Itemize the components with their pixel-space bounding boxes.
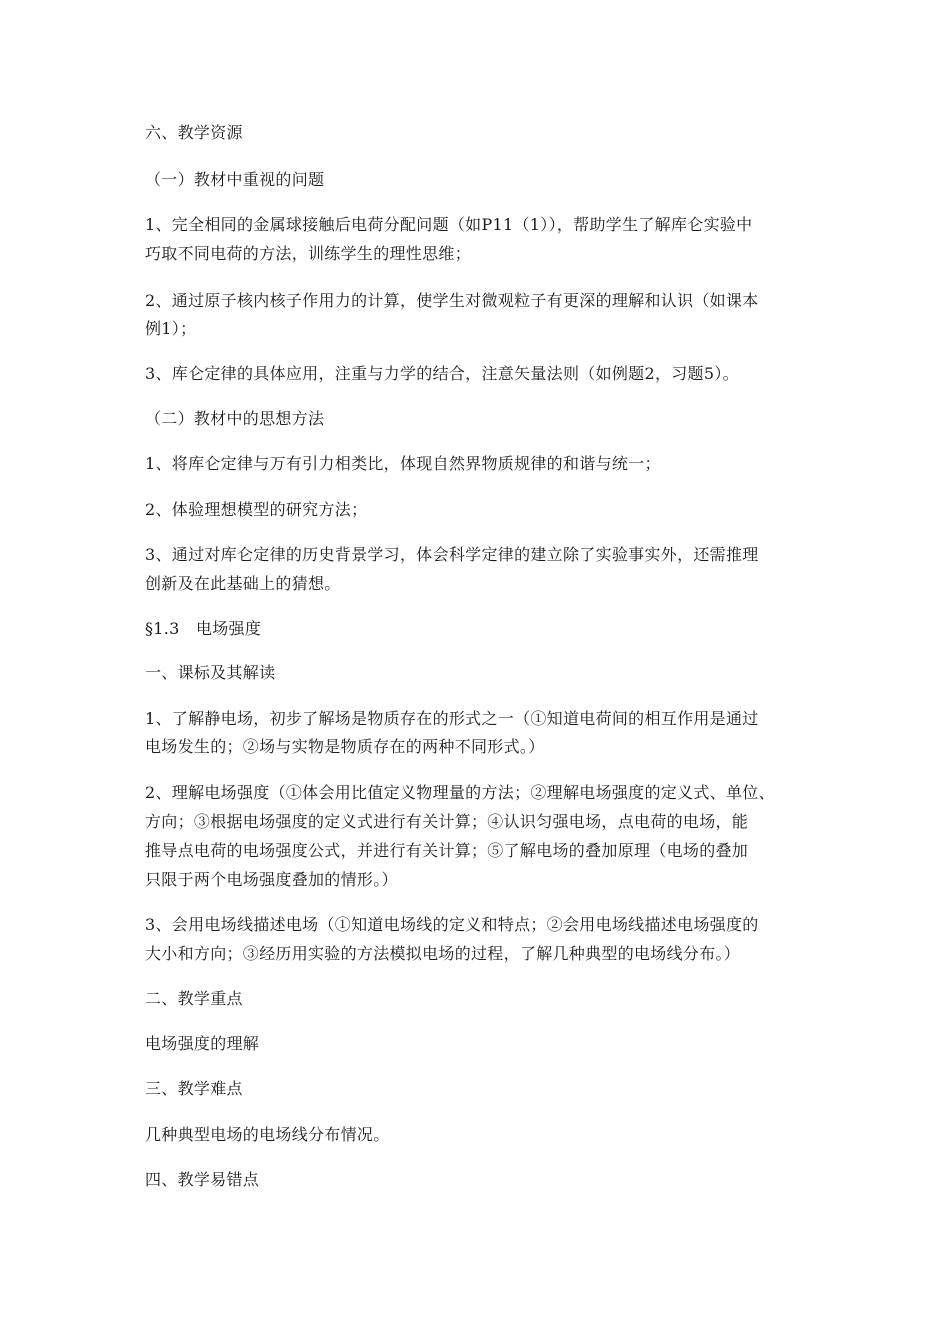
paragraph-line: 创新及在此基础上的猜想。: [145, 574, 341, 593]
section-title-electric-field-strength: §1.3 电场强度: [145, 619, 262, 638]
paragraph-line: 只限于两个电场强度叠加的情形。）: [145, 870, 398, 889]
section-heading-difficulties: 三、教学难点: [145, 1079, 243, 1098]
paragraph-line: 推导点电荷的电场强度公式，并进行有关计算；⑤了解电场的叠加原理（电场的叠加: [145, 841, 749, 860]
paragraph-line: 巧取不同电荷的方法，训练学生的理性思维；: [145, 244, 472, 263]
paragraph-line: 大小和方向；③经历用实验的方法模拟电场的过程，了解几种典型的电场线分布。）: [145, 944, 741, 963]
paragraph-line: 3、库仑定律的具体应用，注重与力学的结合，注意矢量法则（如例题2，习题5）。: [145, 364, 739, 383]
section-heading-key-points: 二、教学重点: [145, 989, 243, 1008]
paragraph-line: 电场发生的；②场与实物是物质存在的两种不同形式。）: [145, 737, 545, 756]
subsection-heading-thinking-methods: （二）教材中的思想方法: [145, 409, 325, 428]
section-heading-curriculum: 一、课标及其解读: [145, 663, 276, 682]
section-heading-common-errors: 四、教学易错点: [145, 1170, 260, 1189]
paragraph-line: 1、了解静电场，初步了解场是物质存在的形式之一（①知道电荷间的相互作用是通过: [145, 709, 759, 728]
paragraph-line: 1、完全相同的金属球接触后电荷分配问题（如P11（1）），帮助学生了解库仑实验中: [145, 215, 753, 234]
paragraph-line: 方向；③根据电场强度的定义式进行有关计算；④认识匀强电场，点电荷的电场，能: [145, 812, 749, 831]
paragraph-line: 1、将库仑定律与万有引力相类比，体现自然界物质规律的和谐与统一；: [145, 454, 661, 473]
paragraph-line: 3、通过对库仑定律的历史背景学习，体会科学定律的建立除了实验事实外，还需推理: [145, 545, 759, 564]
paragraph-line: 几种典型电场的电场线分布情况。: [145, 1125, 390, 1144]
paragraph-line: 2、体验理想模型的研究方法；: [145, 500, 368, 519]
subsection-heading-key-issues: （一）教材中重视的问题: [145, 170, 325, 189]
paragraph-line: 3、会用电场线描述电场（①知道电场线的定义和特点；②会用电场线描述电场强度的: [145, 915, 759, 934]
paragraph-line: 电场强度的理解: [145, 1034, 260, 1053]
paragraph-line: 2、通过原子核内核子作用力的计算，使学生对微观粒子有更深的理解和认识（如课本: [145, 291, 759, 310]
section-heading-teaching-resources: 六、教学资源: [145, 123, 243, 142]
paragraph-line: 例1）；: [145, 319, 197, 338]
paragraph-line: 2、理解电场强度（①体会用比值定义物理量的方法；②理解电场强度的定义式、单位、: [145, 783, 775, 802]
